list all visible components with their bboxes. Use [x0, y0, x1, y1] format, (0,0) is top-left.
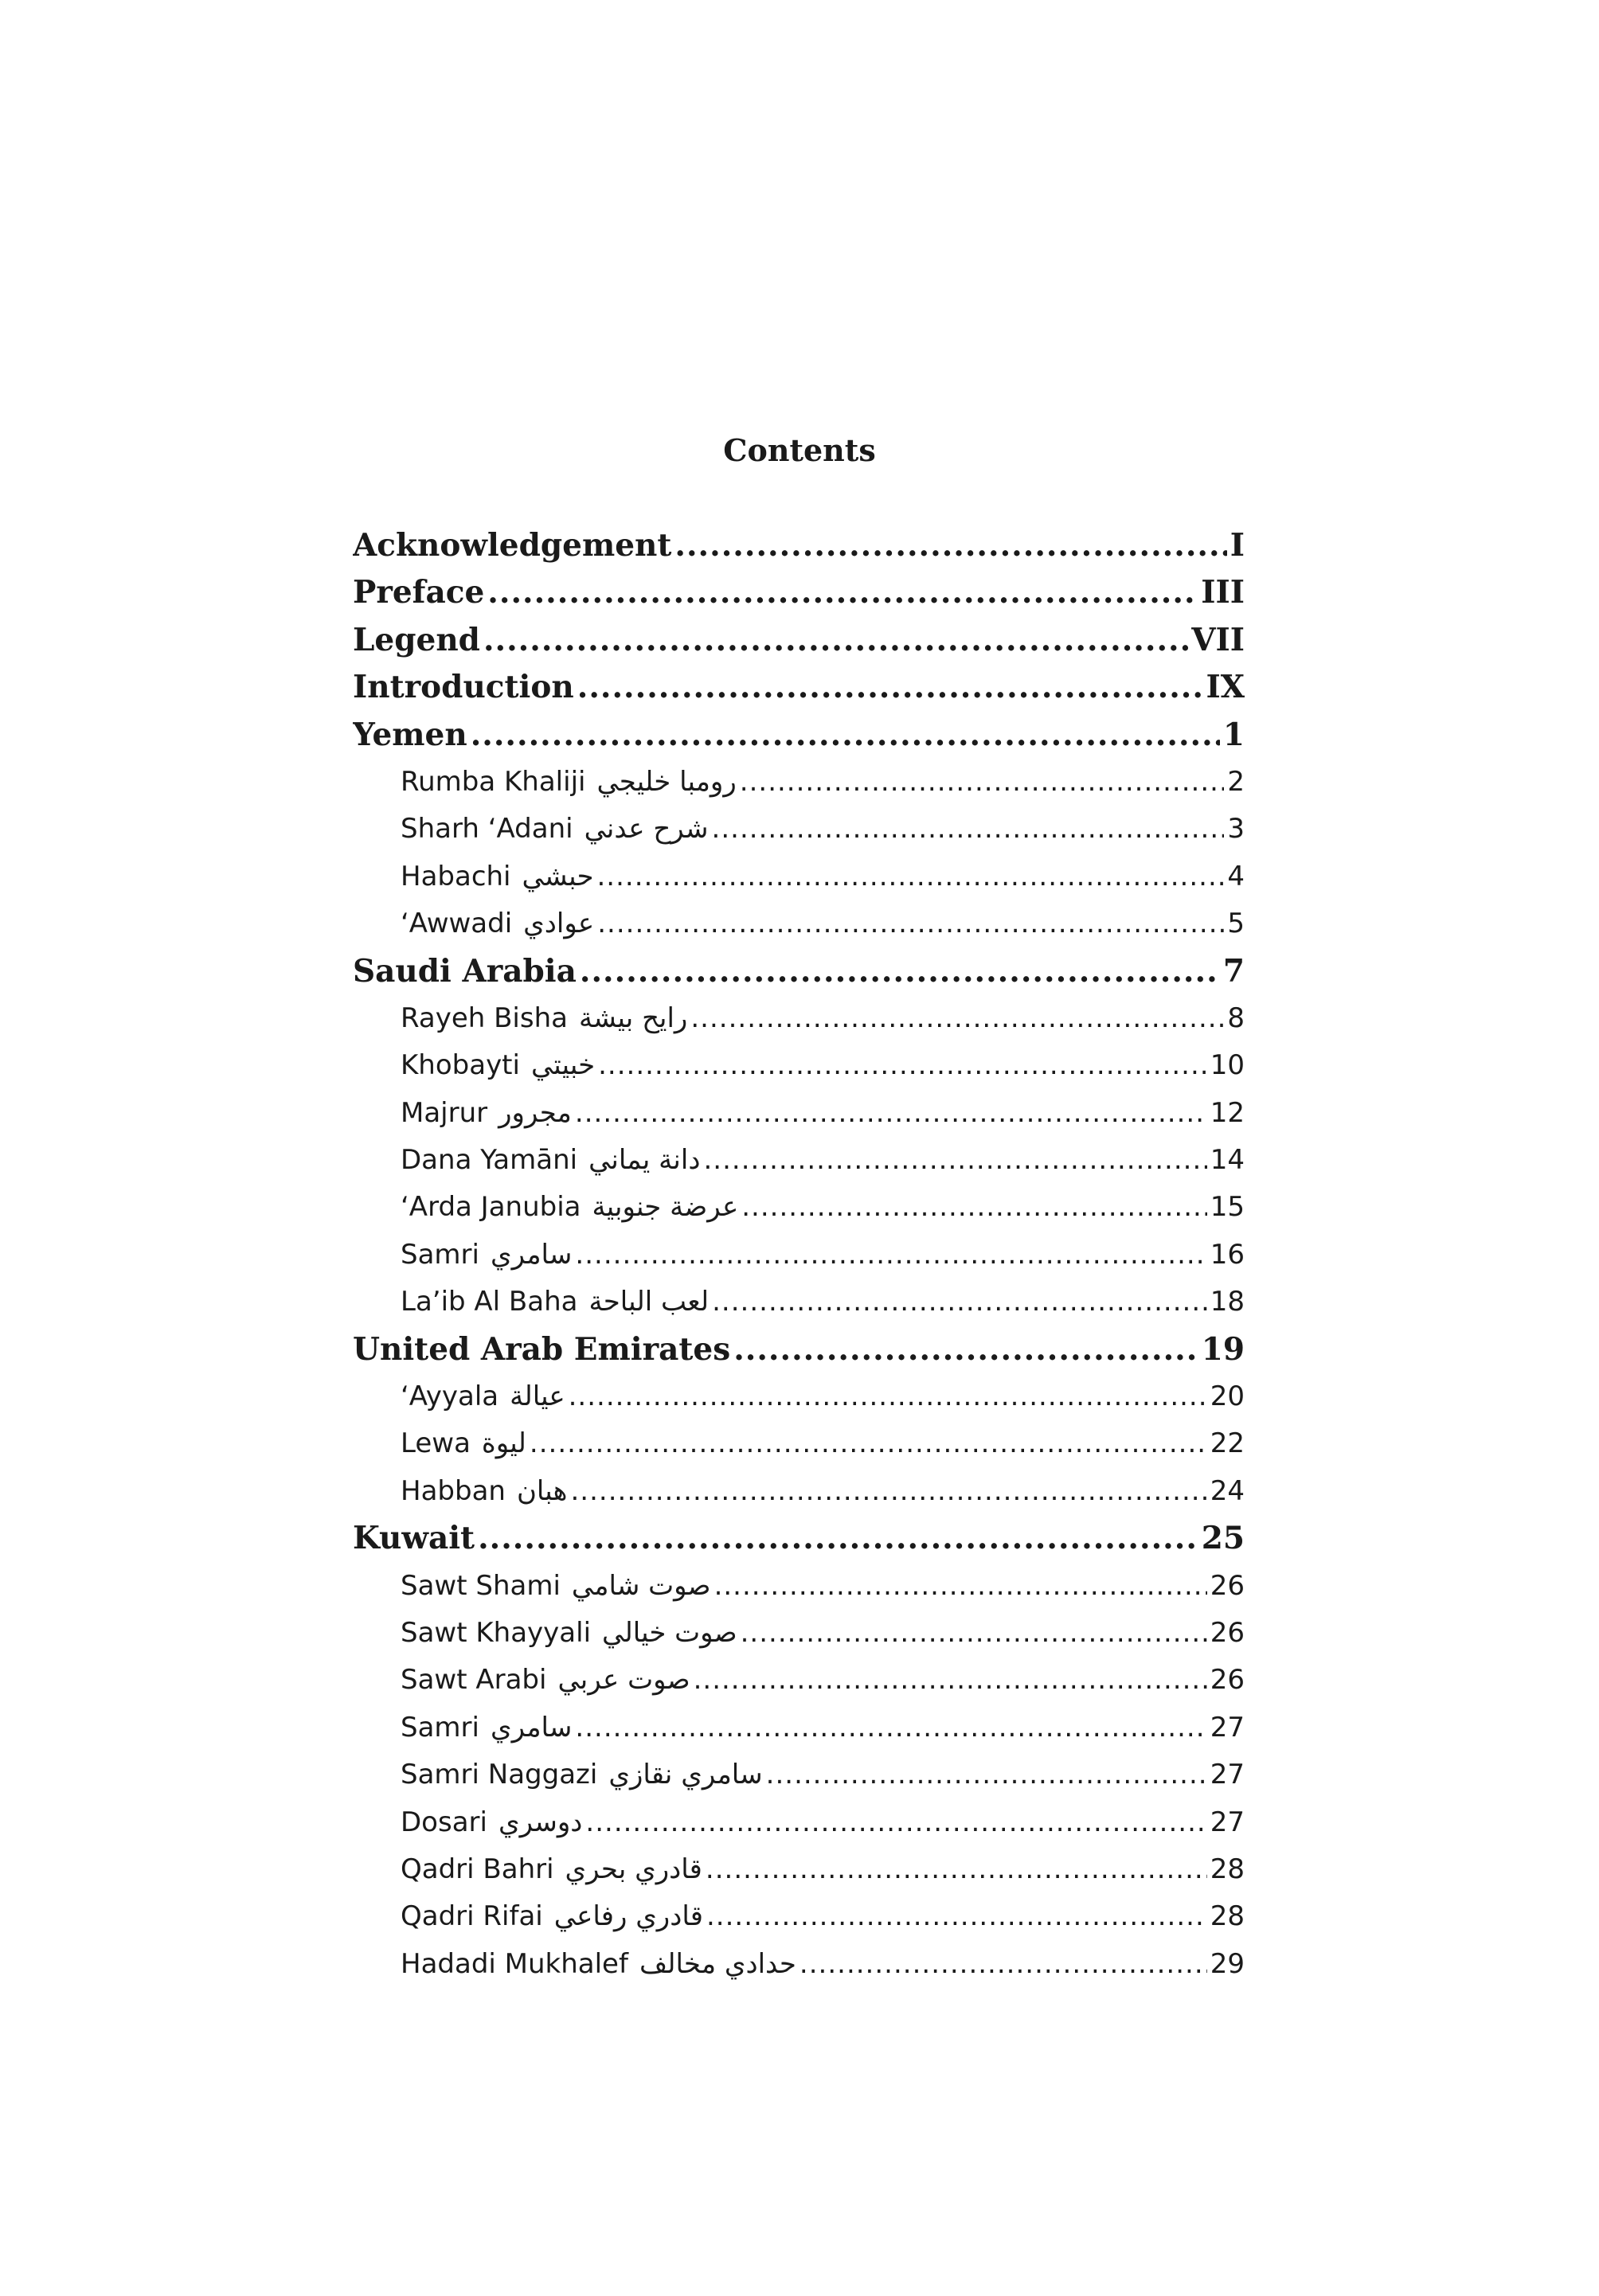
toc-entry-arabic: حدادي مخالف	[639, 1947, 796, 1980]
toc-subentry	[353, 900, 1245, 947]
toc-entry-label: Rayeh Bisha	[401, 1002, 568, 1034]
toc-page-number: 26	[1210, 1664, 1245, 1697]
toc-subentry	[353, 759, 1245, 806]
dot-leader	[714, 1563, 1207, 1610]
toc-subentry	[353, 1941, 1245, 1988]
toc-subentry	[353, 1279, 1245, 1326]
dot-leader	[478, 1515, 1198, 1562]
toc-page-number: 26	[1210, 1569, 1245, 1602]
toc-page-number: 22	[1210, 1427, 1245, 1460]
toc-entry-arabic: خبيتي	[530, 1049, 596, 1082]
dot-leader	[703, 1137, 1206, 1184]
dot-leader	[706, 1893, 1207, 1940]
toc-entry-label: Majrur	[401, 1096, 488, 1129]
toc-entry-label: Yemen	[353, 716, 467, 753]
toc-page-number: 4	[1227, 860, 1245, 892]
toc-chapter-entry	[353, 664, 1245, 711]
toc-entry-label: Habban	[401, 1474, 506, 1507]
toc-entry-label: Sawt Khayyali	[401, 1616, 592, 1649]
toc-entry-label: ‘Arda Janubia	[401, 1191, 581, 1224]
dot-leader	[766, 1751, 1207, 1798]
dot-leader	[530, 1420, 1207, 1467]
toc-list	[353, 522, 1245, 1988]
toc-subentry	[353, 1232, 1245, 1279]
toc-page-number: 14	[1210, 1144, 1245, 1177]
toc-page-number: I	[1230, 527, 1245, 564]
toc-entry-arabic: صوت خيالي	[602, 1616, 737, 1649]
toc-entry-arabic: لعب الباحة	[588, 1286, 710, 1318]
toc-entry-label: Acknowledgement	[353, 527, 672, 564]
toc-page-number: IX	[1206, 669, 1245, 706]
toc-page-number: 12	[1210, 1096, 1245, 1129]
dot-leader	[596, 853, 1224, 900]
toc-page-number: 16	[1210, 1238, 1245, 1271]
toc-entry-label: Kuwait	[353, 1520, 475, 1557]
toc-entry-arabic: عيالة	[510, 1380, 565, 1413]
toc-subentry	[353, 1042, 1245, 1089]
toc-entry-arabic: سامري	[490, 1238, 573, 1271]
dot-leader	[674, 522, 1226, 569]
toc-entry-label: Legend	[353, 621, 480, 658]
toc-page-number: 26	[1210, 1616, 1245, 1649]
dot-leader	[740, 759, 1225, 806]
toc-entry-arabic: عرضة جنوبية	[592, 1191, 739, 1224]
toc-subentry	[353, 1751, 1245, 1798]
toc-page-number: 10	[1210, 1049, 1245, 1082]
toc-entry-label: United Arab Emirates	[353, 1330, 731, 1368]
toc-entry-arabic: هبان	[516, 1474, 568, 1507]
toc-page-number: 27	[1210, 1759, 1245, 1791]
dot-leader	[597, 900, 1224, 947]
dot-leader	[483, 617, 1188, 664]
toc-subentry	[353, 1137, 1245, 1184]
dot-leader	[712, 806, 1225, 853]
toc-entry-arabic: دانة يماني	[588, 1144, 701, 1177]
toc-subentry	[353, 853, 1245, 900]
toc-entry-label: ‘Ayyala	[401, 1380, 499, 1413]
dot-leader	[598, 1042, 1207, 1089]
toc-chapter-entry	[353, 522, 1245, 569]
toc-entry-arabic: صوت عربي	[557, 1664, 690, 1697]
page-title: Contents	[723, 432, 876, 468]
toc-entry-label: La’ib Al Baha	[401, 1286, 578, 1318]
toc-page-number: 18	[1210, 1286, 1245, 1318]
toc-page-number: 1	[1222, 716, 1245, 753]
toc-entry-arabic: رايح بيشة	[578, 1002, 688, 1034]
dot-leader	[706, 1846, 1207, 1893]
toc-entry-label: Qadri Rifai	[401, 1900, 543, 1933]
toc-page-number: 15	[1210, 1191, 1245, 1224]
dot-leader	[569, 1373, 1207, 1420]
toc-entry-label: Samri	[401, 1238, 479, 1271]
toc-page-number: III	[1201, 574, 1245, 611]
toc-entry-label: Habachi	[401, 860, 511, 892]
toc-entry-label: Saudi Arabia	[353, 952, 577, 990]
toc-subentry	[353, 1657, 1245, 1704]
toc-subentry	[353, 1468, 1245, 1515]
toc-entry-label: Sharh ‘Adani	[401, 813, 573, 845]
toc-entry-label: Samri	[401, 1711, 479, 1743]
dot-leader	[577, 664, 1203, 711]
dot-leader	[575, 1232, 1206, 1279]
dot-leader	[487, 569, 1198, 616]
toc-chapter-entry	[353, 1326, 1245, 1373]
toc-subentry	[353, 1799, 1245, 1846]
toc-subentry	[353, 1184, 1245, 1231]
toc-page-number: 27	[1210, 1711, 1245, 1743]
toc-entry-label: Dana Yamāni	[401, 1144, 578, 1177]
toc-subentry	[353, 1846, 1245, 1893]
toc-entry-arabic: شرح عدني	[584, 813, 709, 845]
toc-page-number: 28	[1210, 1900, 1245, 1933]
dot-leader	[741, 1184, 1206, 1231]
dot-leader	[585, 1799, 1206, 1846]
toc-entry-label: Rumba Khaliji	[401, 765, 586, 798]
toc-entry-label: Lewa	[401, 1427, 471, 1460]
toc-entry-arabic: قادري بحري	[565, 1853, 702, 1885]
toc-entry-arabic: حبشي	[522, 860, 594, 892]
toc-entry-label: Qadri Bahri	[401, 1853, 554, 1885]
toc-page-number: 29	[1210, 1947, 1245, 1980]
toc-entry-label: Samri Naggazi	[401, 1759, 598, 1791]
dot-leader	[800, 1941, 1207, 1988]
toc-chapter-entry	[353, 617, 1245, 664]
toc-page-number: 2	[1227, 765, 1245, 798]
toc-entry-arabic: سامري نقازي	[608, 1759, 763, 1791]
toc-chapter-entry	[353, 1515, 1245, 1562]
toc-entry-label: Introduction	[353, 669, 574, 706]
dot-leader	[694, 1657, 1207, 1704]
toc-entry-label: Preface	[353, 574, 485, 611]
toc-entry-label: Sawt Arabi	[401, 1664, 547, 1697]
dot-leader	[471, 712, 1220, 759]
dot-leader	[570, 1468, 1206, 1515]
toc-entry-arabic: دوسري	[498, 1806, 583, 1838]
toc-chapter-entry	[353, 569, 1245, 616]
toc-page-number: 7	[1222, 952, 1245, 990]
toc-subentry	[353, 1704, 1245, 1751]
toc-subentry	[353, 1563, 1245, 1610]
toc-chapter-entry	[353, 712, 1245, 759]
dot-leader	[712, 1279, 1207, 1326]
toc-entry-arabic: رومبا خليجي	[596, 765, 737, 798]
toc-page-number: 5	[1227, 908, 1245, 940]
dot-leader	[733, 1326, 1198, 1373]
toc-page-number: 24	[1210, 1474, 1245, 1507]
toc-page-number: 3	[1227, 813, 1245, 845]
toc-page-number: 8	[1227, 1002, 1245, 1034]
toc-entry-label: Dosari	[401, 1806, 487, 1838]
toc-subentry	[353, 995, 1245, 1042]
toc-entry-arabic: مجرور	[498, 1096, 572, 1129]
toc-chapter-entry	[353, 948, 1245, 995]
toc-entry-label: Hadadi Mukhalef	[401, 1947, 628, 1980]
toc-entry-arabic: ليوة	[481, 1427, 526, 1460]
dot-leader	[575, 1704, 1206, 1751]
toc-entry-arabic: سامري	[490, 1711, 573, 1743]
toc-entry-label: Khobayti	[401, 1049, 520, 1082]
toc-subentry	[353, 1090, 1245, 1137]
toc-entry-label: ‘Awwadi	[401, 908, 513, 940]
toc-subentry	[353, 1373, 1245, 1420]
toc-page-number: 27	[1210, 1806, 1245, 1838]
toc-subentry	[353, 806, 1245, 853]
dot-leader	[575, 1090, 1207, 1137]
toc-subentry	[353, 1610, 1245, 1657]
toc-subentry	[353, 1420, 1245, 1467]
toc-page-number: 20	[1210, 1380, 1245, 1413]
toc-subentry	[353, 1893, 1245, 1940]
toc-page-number: 25	[1201, 1520, 1245, 1557]
toc-page-number: 28	[1210, 1853, 1245, 1885]
toc-entry-arabic: عوادي	[523, 908, 595, 940]
toc-entry-arabic: صوت شامي	[571, 1569, 711, 1602]
toc-entry-label: Sawt Shami	[401, 1569, 561, 1602]
toc-page-number: 19	[1201, 1330, 1245, 1368]
toc-page-number: VII	[1191, 621, 1245, 658]
toc-entry-arabic: قادري رفاعي	[553, 1900, 703, 1933]
dot-leader	[741, 1610, 1207, 1657]
dot-leader	[690, 995, 1224, 1042]
dot-leader	[580, 948, 1220, 995]
